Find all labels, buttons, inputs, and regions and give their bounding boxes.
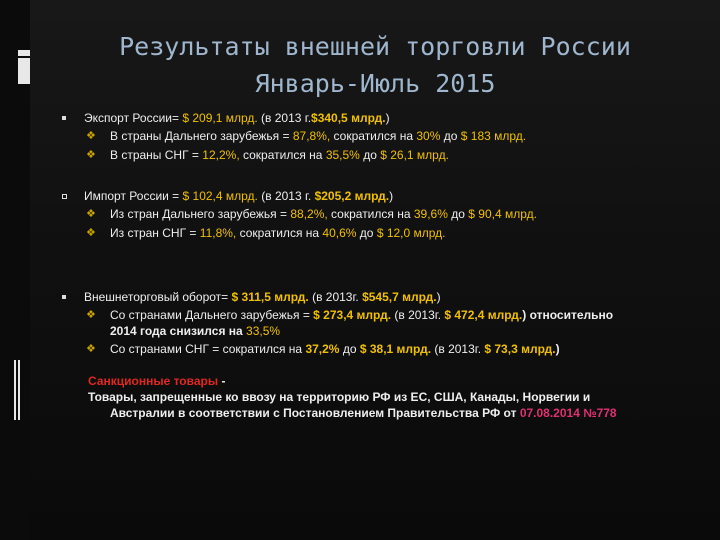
amount-2013-value: $ 73,3 млрд. [484, 342, 556, 356]
turnover-value: $ 311,5 млрд. [231, 290, 309, 304]
share-value: 11,8%, [199, 225, 237, 240]
paren-close: ) [385, 111, 390, 125]
paren-close: ) [389, 189, 394, 203]
slide-title [30, 28, 720, 102]
sub-text: до [342, 342, 357, 356]
amount-value: $ 38,1 млрд. [359, 342, 432, 356]
export-line [62, 110, 702, 126]
diamond-icon: ❖ [86, 148, 96, 161]
square-bullet-icon [62, 116, 66, 120]
sub-label: Из стран Дальнего зарубежья = [110, 207, 287, 221]
export-block [62, 110, 702, 163]
sub-text: до [359, 225, 374, 240]
title-line-2: Январь-Июль 2015 [254, 69, 496, 98]
diamond-icon: ❖ [86, 226, 96, 239]
sub-text: (в 2013г. [434, 342, 482, 356]
pct-value: 30% [416, 129, 441, 143]
export-2013-label: (в 2013 г. [261, 111, 312, 125]
import-far-item [62, 207, 702, 223]
sub-text: сократился на [333, 129, 414, 143]
paren-close: ) [522, 308, 527, 322]
pct-value: 37,2% [305, 342, 340, 356]
sub-text: до [451, 207, 465, 221]
sub-label: В страны Дальнего зарубежья = [110, 129, 290, 143]
share-value: 88,2%, [290, 207, 328, 221]
paren-close: ) [436, 290, 441, 304]
sanctions-text: Австралии в соответствии с Постановлением Правительства РФ от [110, 406, 517, 420]
pct-value: 40,6% [322, 225, 357, 240]
export-far-item [62, 129, 702, 145]
sub-text: до [363, 147, 377, 162]
deco-bar [14, 360, 16, 420]
turnover-label: Внешнеторговый оборот= [84, 290, 229, 304]
import-value: $ 102,4 млрд. [182, 189, 258, 203]
turnover-2013-value: $545,7 млрд. [362, 290, 437, 304]
sub-text: сократился на [243, 147, 323, 162]
diamond-icon: ❖ [86, 343, 96, 355]
turnover-2013-label: (в 2013г. [312, 290, 359, 304]
sub-text: сократился на [239, 225, 320, 240]
sub-text: относительно [529, 308, 614, 322]
square-bullet-icon [62, 295, 66, 299]
title-line-1: Результаты внешней торговли России [119, 32, 631, 61]
diamond-icon: ❖ [86, 309, 96, 321]
diamond-icon: ❖ [86, 208, 96, 220]
turnover-far-line2 [110, 324, 702, 340]
export-2013-value: $340,5 млрд. [311, 111, 386, 125]
sub-label: Из стран СНГ = [110, 225, 197, 240]
sanctions-heading: Санкционные товары [88, 374, 219, 388]
sanctions-text-line-2 [88, 405, 708, 421]
amount-value: $ 273,4 млрд. [313, 308, 392, 322]
sub-label: В страны СНГ = [110, 147, 199, 162]
turnover-line [62, 289, 702, 305]
export-value: $ 209,1 млрд. [182, 111, 258, 125]
diamond-icon: ❖ [86, 130, 96, 142]
sub-text: 2014 года снизился на [110, 323, 243, 338]
import-line [62, 188, 702, 204]
dash: - [218, 374, 226, 388]
sanctions-text-line-1: Товары, запрещенные ко ввозу на территорию РФ из ЕС, США, Канады, Норвегии и [88, 390, 591, 404]
decree-reference: 07.08.2014 №778 [519, 406, 617, 420]
sanctions-note [88, 373, 708, 421]
amount-value: $ 12,0 млрд. [376, 225, 446, 240]
amount-value: $ 26,1 млрд. [380, 147, 449, 162]
pct-value: 33,5% [246, 323, 281, 338]
import-2013-label: (в 2013 г. [261, 189, 312, 203]
amount-2013-value: $ 472,4 млрд. [444, 308, 523, 322]
sub-text: сократился на [331, 207, 411, 221]
sanctions-heading-line [88, 373, 708, 389]
turnover-far-item [62, 308, 702, 339]
deco-bar [18, 50, 30, 56]
deco-bar [18, 58, 30, 84]
amount-value: $ 183 млрд. [460, 129, 527, 143]
import-2013-value: $205,2 млрд. [314, 189, 390, 203]
sub-label: Со странами Дальнего зарубежья = [110, 308, 310, 322]
turnover-block [62, 289, 702, 358]
amount-value: $ 90,4 млрд. [468, 207, 537, 221]
hollow-bullet-icon [62, 194, 67, 199]
paren-close: ) [555, 342, 560, 356]
import-label: Импорт России = [84, 189, 180, 203]
export-cis-item [62, 148, 702, 164]
import-block [62, 188, 702, 241]
export-label: Экспорт России= [84, 111, 179, 125]
sub-text: до [443, 129, 458, 143]
turnover-cis-item [62, 342, 702, 358]
pct-value: 39,6% [413, 207, 448, 221]
deco-bar [18, 360, 20, 420]
share-value: 87,8%, [292, 129, 331, 143]
pct-value: 35,5% [325, 147, 360, 162]
sub-label: Со странами СНГ = сократился на [110, 342, 303, 356]
import-cis-item [62, 226, 702, 242]
share-value: 12,2%, [202, 147, 240, 162]
sub-text: (в 2013г. [394, 308, 442, 322]
